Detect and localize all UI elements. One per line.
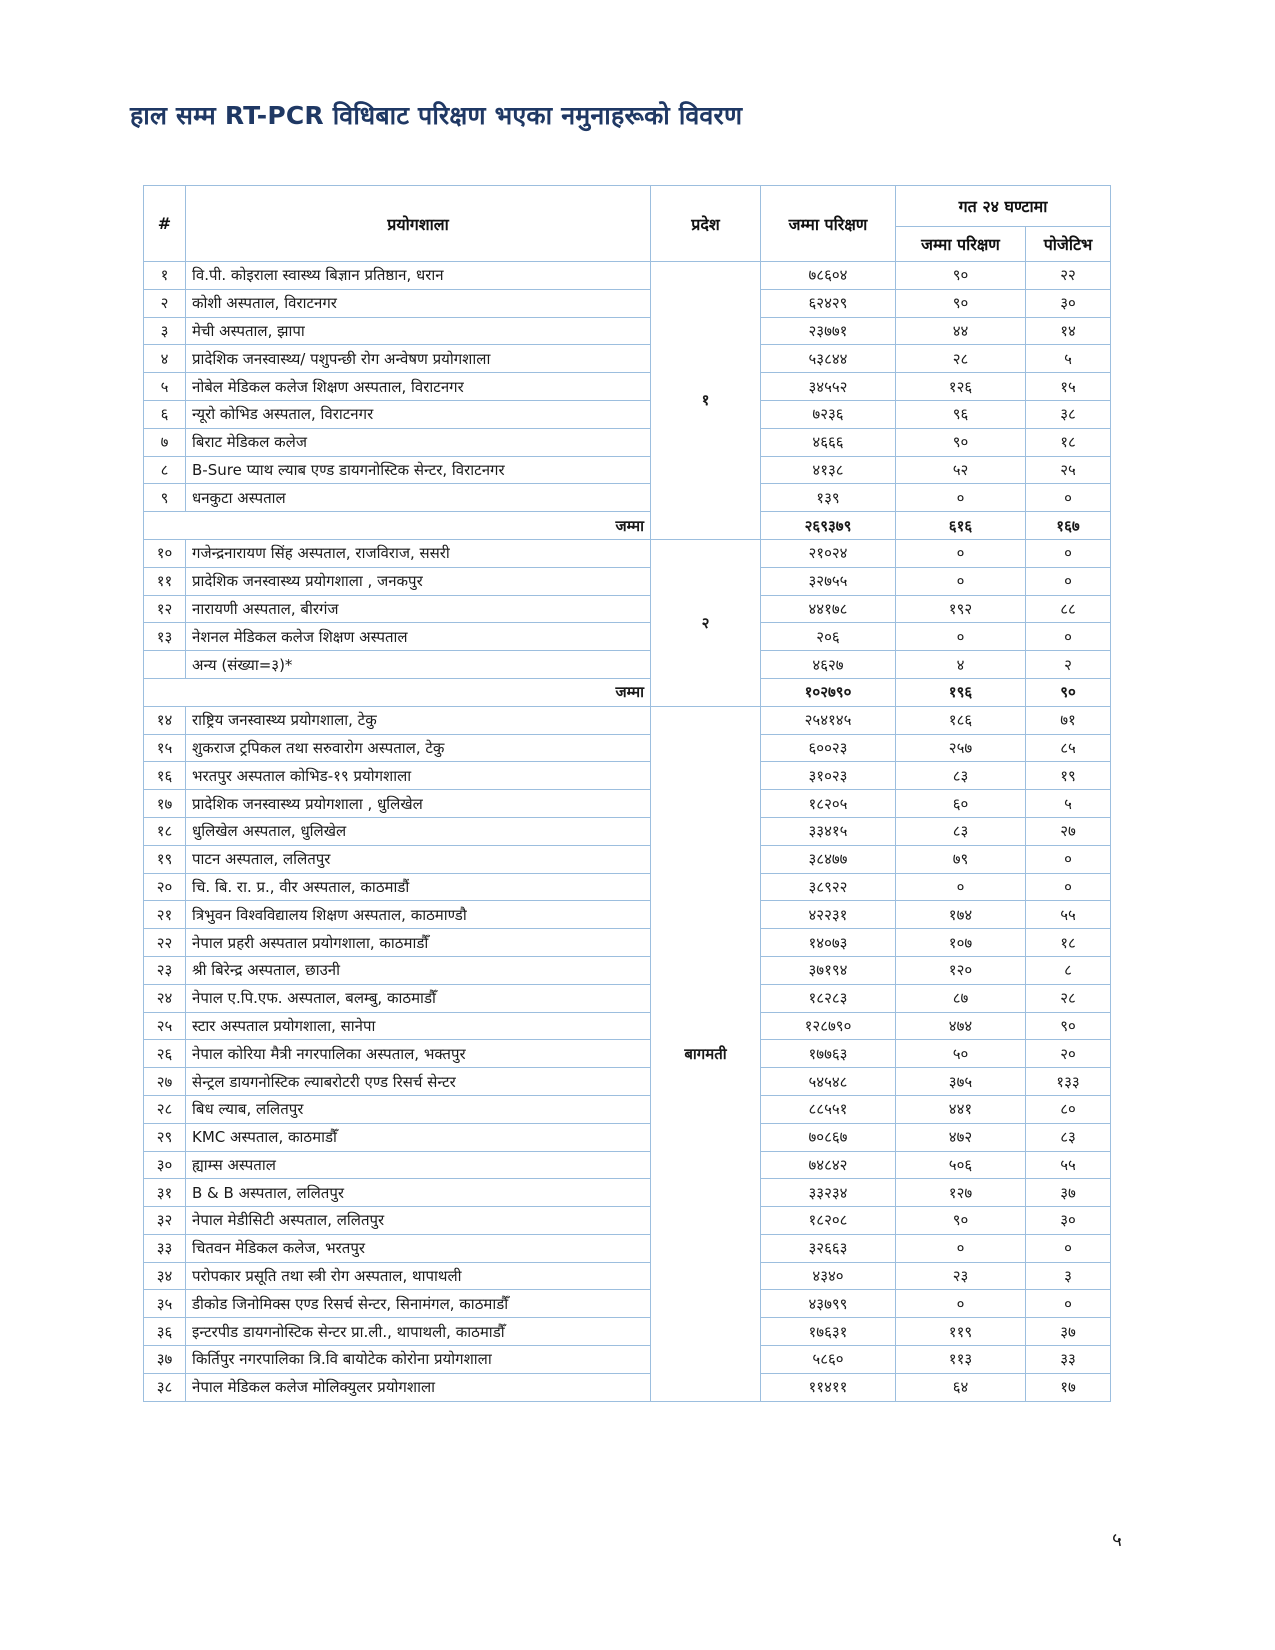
table-row <box>144 901 1111 929</box>
total-label-cell: जम्मा <box>144 512 651 540</box>
last24-tests-cell: ० <box>896 1290 1026 1318</box>
last24-tests-cell: ९६ <box>896 400 1026 428</box>
laboratory-name-cell: प्रादेशिक जनस्वास्थ्य प्रयोगशाला , धुलिखेल <box>186 790 651 818</box>
total-tests-cell: ७०८६७ <box>761 1123 896 1151</box>
total-tests-cell: ४१३८ <box>761 456 896 484</box>
laboratory-name-cell: परोपकार प्रसूति तथा स्त्री रोग अस्पताल, थापाथली <box>186 1262 651 1290</box>
row-number-cell: ३ <box>144 317 186 345</box>
row-number-cell: २८ <box>144 1095 186 1123</box>
header-last24-positive: पोजेटिभ <box>1026 227 1111 262</box>
total-tests-cell: ३३४१५ <box>761 817 896 845</box>
row-number-cell: ३७ <box>144 1346 186 1374</box>
table-row <box>144 651 1111 679</box>
row-number-cell: १२ <box>144 595 186 623</box>
last24-tests-cell: ४ <box>896 651 1026 679</box>
last24-positive-cell: २५ <box>1026 456 1111 484</box>
row-number-cell: २५ <box>144 1012 186 1040</box>
laboratory-name-cell: अन्य (संख्या=३)* <box>186 651 651 679</box>
row-number-cell: ३० <box>144 1151 186 1179</box>
total-tests-cell: ३१०२३ <box>761 762 896 790</box>
row-number-cell: १८ <box>144 817 186 845</box>
total-tests-cell: ३८४७७ <box>761 845 896 873</box>
last24-positive-cell: १३३ <box>1026 1068 1111 1096</box>
table-row <box>144 1123 1111 1151</box>
total-tests-cell: ५४५४८ <box>761 1068 896 1096</box>
total-tests-cell: १८२०५ <box>761 790 896 818</box>
last24-tests-cell: ९० <box>896 428 1026 456</box>
last24-positive-cell: ० <box>1026 484 1111 512</box>
table-row <box>144 873 1111 901</box>
last24-positive-cell: १८ <box>1026 929 1111 957</box>
last24-tests-cell: १८६ <box>896 706 1026 734</box>
total-tests-cell: ४३४० <box>761 1262 896 1290</box>
total-tests-cell: १७६३१ <box>761 1318 896 1346</box>
row-number-cell: १५ <box>144 734 186 762</box>
last24-tests-cell: ९० <box>896 289 1026 317</box>
row-number-cell: १ <box>144 262 186 290</box>
last24-tests-cell: ५०६ <box>896 1151 1026 1179</box>
laboratory-name-cell: नेपाल ए.पि.एफ. अस्पताल, बलम्बु, काठमाडौँ <box>186 984 651 1012</box>
table-row <box>144 623 1111 651</box>
laboratory-name-cell: KMC अस्पताल, काठमाडौँ <box>186 1123 651 1151</box>
laboratory-name-cell: गजेन्द्रनारायण सिंह अस्पताल, राजविराज, ससरी <box>186 539 651 567</box>
table-row <box>144 929 1111 957</box>
table-row <box>144 956 1111 984</box>
row-number-cell <box>144 651 186 679</box>
row-number-cell: ११ <box>144 567 186 595</box>
table-row <box>144 373 1111 401</box>
last24-tests-cell: ७९ <box>896 845 1026 873</box>
row-number-cell: ८ <box>144 456 186 484</box>
total-tests-cell: ४६६६ <box>761 428 896 456</box>
table-row <box>144 595 1111 623</box>
last24-tests-cell: ० <box>896 567 1026 595</box>
total-tests-cell: ६००२३ <box>761 734 896 762</box>
header-province: प्रदेश <box>651 186 761 262</box>
last24-positive-cell: ७१ <box>1026 706 1111 734</box>
row-number-cell: १९ <box>144 845 186 873</box>
laboratory-name-cell: प्रादेशिक जनस्वास्थ्य प्रयोगशाला , जनकपुर <box>186 567 651 595</box>
last24-positive-cell: ३० <box>1026 1207 1111 1235</box>
laboratory-name-cell: राष्ट्रिय जनस्वास्थ्य प्रयोगशाला, टेकु <box>186 706 651 734</box>
total-tests-cell: १७७६३ <box>761 1040 896 1068</box>
total-tests-cell: १४०७३ <box>761 929 896 957</box>
last24-positive-cell: १४ <box>1026 317 1111 345</box>
table-row <box>144 400 1111 428</box>
table-row <box>144 484 1111 512</box>
page-title: हाल सम्म RT-PCR विधिबाट परिक्षण भएका नमुनाहरूको विवरण <box>130 101 743 130</box>
last24-tests-cell: ० <box>896 623 1026 651</box>
total-tests-cell: ५३८४४ <box>761 345 896 373</box>
header-laboratory: प्रयोगशाला <box>186 186 651 262</box>
row-number-cell: ३२ <box>144 1207 186 1235</box>
last24-positive-cell: १९ <box>1026 762 1111 790</box>
laboratory-name-cell: बिध ल्याब, ललितपुर <box>186 1095 651 1123</box>
last24-tests-cell: १०७ <box>896 929 1026 957</box>
header-total-tests: जम्मा परिक्षण <box>761 186 896 262</box>
last24-positive-cell: ३७ <box>1026 1179 1111 1207</box>
last24-tests-sum-cell: १९६ <box>896 678 1026 706</box>
header-last-24-hours: गत २४ घण्टामा <box>896 186 1111 227</box>
row-number-cell: २३ <box>144 956 186 984</box>
row-number-cell: २६ <box>144 1040 186 1068</box>
last24-positive-cell: ० <box>1026 873 1111 901</box>
table-row <box>144 762 1111 790</box>
last24-positive-cell: ३० <box>1026 289 1111 317</box>
table-row <box>144 428 1111 456</box>
last24-tests-cell: ५० <box>896 1040 1026 1068</box>
table-row <box>144 1290 1111 1318</box>
table-row <box>144 1151 1111 1179</box>
last24-tests-cell: २३ <box>896 1262 1026 1290</box>
table-row <box>144 1234 1111 1262</box>
laboratory-name-cell: नेपाल कोरिया मैत्री नगरपालिका अस्पताल, भक्तपुर <box>186 1040 651 1068</box>
laboratory-name-cell: बिराट मेडिकल कलेज <box>186 428 651 456</box>
row-number-cell: २२ <box>144 929 186 957</box>
laboratory-name-cell: त्रिभुवन विश्वविद्यालय शिक्षण अस्पताल, काठमाण्डौ <box>186 901 651 929</box>
table-row <box>144 262 1111 290</box>
province-total-row <box>144 512 1111 540</box>
row-number-cell: १३ <box>144 623 186 651</box>
total-tests-cell: ४३७९९ <box>761 1290 896 1318</box>
laboratory-name-cell: नेपाल प्रहरी अस्पताल प्रयोगशाला, काठमाडौँ <box>186 929 651 957</box>
last24-tests-cell: २८ <box>896 345 1026 373</box>
laboratory-name-cell: कोशी अस्पताल, विराटनगर <box>186 289 651 317</box>
last24-positive-cell: ५ <box>1026 345 1111 373</box>
table-row <box>144 1318 1111 1346</box>
last24-tests-cell: ११३ <box>896 1346 1026 1374</box>
table-row <box>144 317 1111 345</box>
row-number-cell: १४ <box>144 706 186 734</box>
table-header <box>144 186 1111 262</box>
laboratory-name-cell: धुलिखेल अस्पताल, धुलिखेल <box>186 817 651 845</box>
last24-positive-cell: ९० <box>1026 1012 1111 1040</box>
last24-tests-cell: ९० <box>896 1207 1026 1235</box>
table-row <box>144 984 1111 1012</box>
laboratory-name-cell: ह्याम्स अस्पताल <box>186 1151 651 1179</box>
laboratory-name-cell: किर्तिपुर नगरपालिका त्रि.वि बायोटेक कोरोना प्रयोगशाला <box>186 1346 651 1374</box>
total-tests-cell: १२८७९० <box>761 1012 896 1040</box>
province-cell: बागमती <box>651 706 761 1401</box>
last24-tests-cell: ० <box>896 484 1026 512</box>
last24-positive-cell: ८० <box>1026 1095 1111 1123</box>
last24-tests-cell: ० <box>896 1234 1026 1262</box>
total-tests-cell: ५८६० <box>761 1346 896 1374</box>
row-number-cell: ३६ <box>144 1318 186 1346</box>
row-number-cell: २१ <box>144 901 186 929</box>
table-row <box>144 1207 1111 1235</box>
last24-tests-cell: १७४ <box>896 901 1026 929</box>
total-label-cell: जम्मा <box>144 678 651 706</box>
last24-positive-cell: २७ <box>1026 817 1111 845</box>
row-number-cell: ७ <box>144 428 186 456</box>
last24-positive-cell: ८८ <box>1026 595 1111 623</box>
last24-positive-cell: ३३ <box>1026 1346 1111 1374</box>
row-number-cell: ६ <box>144 400 186 428</box>
laboratory-name-cell: इन्टरपीड डायगनोस्टिक सेन्टर प्रा.ली., थापाथली, काठमाडौँ <box>186 1318 651 1346</box>
total-tests-cell: ७८६०४ <box>761 262 896 290</box>
table-row <box>144 1012 1111 1040</box>
last24-tests-cell: ५२ <box>896 456 1026 484</box>
total-tests-cell: ८८५५१ <box>761 1095 896 1123</box>
table-row <box>144 1179 1111 1207</box>
total-tests-cell: ४४१७८ <box>761 595 896 623</box>
lab-table-body <box>144 262 1111 1402</box>
laboratory-name-cell: सेन्ट्रल डायगनोस्टिक ल्याबरोटरी एण्ड रिसर्च सेन्टर <box>186 1068 651 1096</box>
laboratory-name-cell: नारायणी अस्पताल, बीरगंज <box>186 595 651 623</box>
table-row <box>144 1346 1111 1374</box>
total-tests-cell: २१०२४ <box>761 539 896 567</box>
rtpcr-lab-table <box>143 185 1111 1402</box>
laboratory-name-cell: स्टार अस्पताल प्रयोगशाला, सानेपा <box>186 1012 651 1040</box>
row-number-cell: ९ <box>144 484 186 512</box>
last24-positive-cell: ० <box>1026 567 1111 595</box>
laboratory-name-cell: श्री बिरेन्द्र अस्पताल, छाउनी <box>186 956 651 984</box>
table-row <box>144 1373 1111 1401</box>
last24-tests-cell: ६० <box>896 790 1026 818</box>
table-row <box>144 567 1111 595</box>
laboratory-name-cell: नेशनल मेडिकल कलेज शिक्षण अस्पताल <box>186 623 651 651</box>
last24-positive-cell: १५ <box>1026 373 1111 401</box>
last24-tests-cell: ४४ <box>896 317 1026 345</box>
laboratory-name-cell: नोबेल मेडिकल कलेज शिक्षण अस्पताल, विराटनगर <box>186 373 651 401</box>
laboratory-name-cell: न्यूरो कोभिड अस्पताल, विराटनगर <box>186 400 651 428</box>
total-tests-cell: ३४५५२ <box>761 373 896 401</box>
table-row <box>144 817 1111 845</box>
last24-positive-cell: ३८ <box>1026 400 1111 428</box>
last24-positive-cell: ३७ <box>1026 1318 1111 1346</box>
table-row <box>144 1040 1111 1068</box>
total-tests-cell: ११४११ <box>761 1373 896 1401</box>
row-number-cell: २० <box>144 873 186 901</box>
last24-positive-cell: ० <box>1026 1234 1111 1262</box>
last24-tests-cell: १९२ <box>896 595 1026 623</box>
row-number-cell: २ <box>144 289 186 317</box>
row-number-cell: ३४ <box>144 1262 186 1290</box>
last24-tests-cell: २५७ <box>896 734 1026 762</box>
last24-positive-cell: ५ <box>1026 790 1111 818</box>
laboratory-name-cell: प्रादेशिक जनस्वास्थ्य/ पशुपन्छी रोग अन्वेषण प्रयोगशाला <box>186 345 651 373</box>
table-row <box>144 1068 1111 1096</box>
table-row <box>144 790 1111 818</box>
last24-positive-cell: २० <box>1026 1040 1111 1068</box>
row-number-cell: ३८ <box>144 1373 186 1401</box>
total-tests-cell: २३७७१ <box>761 317 896 345</box>
last24-positive-cell: ० <box>1026 1290 1111 1318</box>
last24-positive-sum-cell: ९० <box>1026 678 1111 706</box>
laboratory-name-cell: धनकुटा अस्पताल <box>186 484 651 512</box>
table-row <box>144 734 1111 762</box>
last24-tests-cell: १२० <box>896 956 1026 984</box>
last24-positive-cell: ३ <box>1026 1262 1111 1290</box>
laboratory-name-cell: B-Sure प्याथ ल्याब एण्ड डायगनोस्टिक सेन्टर, विराटनगर <box>186 456 651 484</box>
last24-positive-cell: ८५ <box>1026 734 1111 762</box>
last24-positive-cell: ५५ <box>1026 901 1111 929</box>
total-tests-cell: ३२७५५ <box>761 567 896 595</box>
header-last24-total-tests: जम्मा परिक्षण <box>896 227 1026 262</box>
total-tests-cell: ६२४२९ <box>761 289 896 317</box>
table-row <box>144 706 1111 734</box>
header-num: # <box>144 186 186 262</box>
total-tests-cell: १८२८३ <box>761 984 896 1012</box>
laboratory-name-cell: B & B अस्पताल, ललितपुर <box>186 1179 651 1207</box>
table-row <box>144 1095 1111 1123</box>
last24-tests-cell: १२६ <box>896 373 1026 401</box>
table-row <box>144 845 1111 873</box>
last24-tests-cell: ८३ <box>896 817 1026 845</box>
laboratory-name-cell: डीकोड जिनोमिक्स एण्ड रिसर्च सेन्टर, सिनामंगल, काठमाडौँ <box>186 1290 651 1318</box>
total-tests-cell: ७४८४२ <box>761 1151 896 1179</box>
total-tests-cell: ७२३६ <box>761 400 896 428</box>
last24-tests-cell: ३७५ <box>896 1068 1026 1096</box>
page-number: ५ <box>1112 1529 1122 1551</box>
laboratory-name-cell: मेची अस्पताल, झापा <box>186 317 651 345</box>
laboratory-name-cell: नेपाल मेडिकल कलेज मोलिक्युलर प्रयोगशाला <box>186 1373 651 1401</box>
table-row <box>144 345 1111 373</box>
last24-tests-cell: ८३ <box>896 762 1026 790</box>
last24-tests-cell: ० <box>896 539 1026 567</box>
row-number-cell: २४ <box>144 984 186 1012</box>
table-row <box>144 1262 1111 1290</box>
last24-positive-cell: २८ <box>1026 984 1111 1012</box>
row-number-cell: ४ <box>144 345 186 373</box>
row-number-cell: २७ <box>144 1068 186 1096</box>
laboratory-name-cell: शुकराज ट्रपिकल तथा सरुवारोग अस्पताल, टेकु <box>186 734 651 762</box>
row-number-cell: १७ <box>144 790 186 818</box>
laboratory-name-cell: नेपाल मेडीसिटी अस्पताल, ललितपुर <box>186 1207 651 1235</box>
total-tests-cell: ४६२७ <box>761 651 896 679</box>
last24-positive-sum-cell: १६७ <box>1026 512 1111 540</box>
last24-positive-cell: ५५ <box>1026 1151 1111 1179</box>
last24-tests-cell: ८७ <box>896 984 1026 1012</box>
last24-positive-cell: १७ <box>1026 1373 1111 1401</box>
total-tests-cell: १८२०८ <box>761 1207 896 1235</box>
last24-tests-cell: ६४ <box>896 1373 1026 1401</box>
province-cell: १ <box>651 262 761 540</box>
last24-positive-cell: ० <box>1026 623 1111 651</box>
last24-positive-cell: ८३ <box>1026 1123 1111 1151</box>
row-number-cell: ३१ <box>144 1179 186 1207</box>
laboratory-name-cell: वि.पी. कोइराला स्वास्थ्य बिज्ञान प्रतिष्ठान, धरान <box>186 262 651 290</box>
total-tests-cell: ३८९२२ <box>761 873 896 901</box>
last24-tests-cell: ११९ <box>896 1318 1026 1346</box>
row-number-cell: २९ <box>144 1123 186 1151</box>
last24-positive-cell: २२ <box>1026 262 1111 290</box>
total-tests-cell: ३७१९४ <box>761 956 896 984</box>
total-tests-cell: ४२२३१ <box>761 901 896 929</box>
last24-tests-cell: ४७२ <box>896 1123 1026 1151</box>
total-tests-cell: २५४१४५ <box>761 706 896 734</box>
last24-tests-sum-cell: ६१६ <box>896 512 1026 540</box>
total-tests-sum-cell: १०२७९० <box>761 678 896 706</box>
last24-positive-cell: ० <box>1026 845 1111 873</box>
row-number-cell: ३३ <box>144 1234 186 1262</box>
laboratory-name-cell: चितवन मेडिकल कलेज, भरतपुर <box>186 1234 651 1262</box>
total-tests-sum-cell: २६९३७९ <box>761 512 896 540</box>
last24-positive-cell: २ <box>1026 651 1111 679</box>
last24-positive-cell: १८ <box>1026 428 1111 456</box>
row-number-cell: ५ <box>144 373 186 401</box>
row-number-cell: १० <box>144 539 186 567</box>
last24-positive-cell: ० <box>1026 539 1111 567</box>
laboratory-name-cell: भरतपुर अस्पताल कोभिड-१९ प्रयोगशाला <box>186 762 651 790</box>
row-number-cell: ३५ <box>144 1290 186 1318</box>
total-tests-cell: ३२६६३ <box>761 1234 896 1262</box>
laboratory-name-cell: चि. बि. रा. प्र., वीर अस्पताल, काठमाडौं <box>186 873 651 901</box>
province-total-row <box>144 678 1111 706</box>
total-tests-cell: १३९ <box>761 484 896 512</box>
province-cell: २ <box>651 539 761 706</box>
last24-positive-cell: ८ <box>1026 956 1111 984</box>
last24-tests-cell: ० <box>896 873 1026 901</box>
table-row <box>144 456 1111 484</box>
last24-tests-cell: ९० <box>896 262 1026 290</box>
last24-tests-cell: १२७ <box>896 1179 1026 1207</box>
row-number-cell: १६ <box>144 762 186 790</box>
last24-tests-cell: ४४१ <box>896 1095 1026 1123</box>
table-row <box>144 289 1111 317</box>
last24-tests-cell: ४७४ <box>896 1012 1026 1040</box>
total-tests-cell: ३३२३४ <box>761 1179 896 1207</box>
table-row <box>144 539 1111 567</box>
total-tests-cell: २०६ <box>761 623 896 651</box>
laboratory-name-cell: पाटन अस्पताल, ललितपुर <box>186 845 651 873</box>
